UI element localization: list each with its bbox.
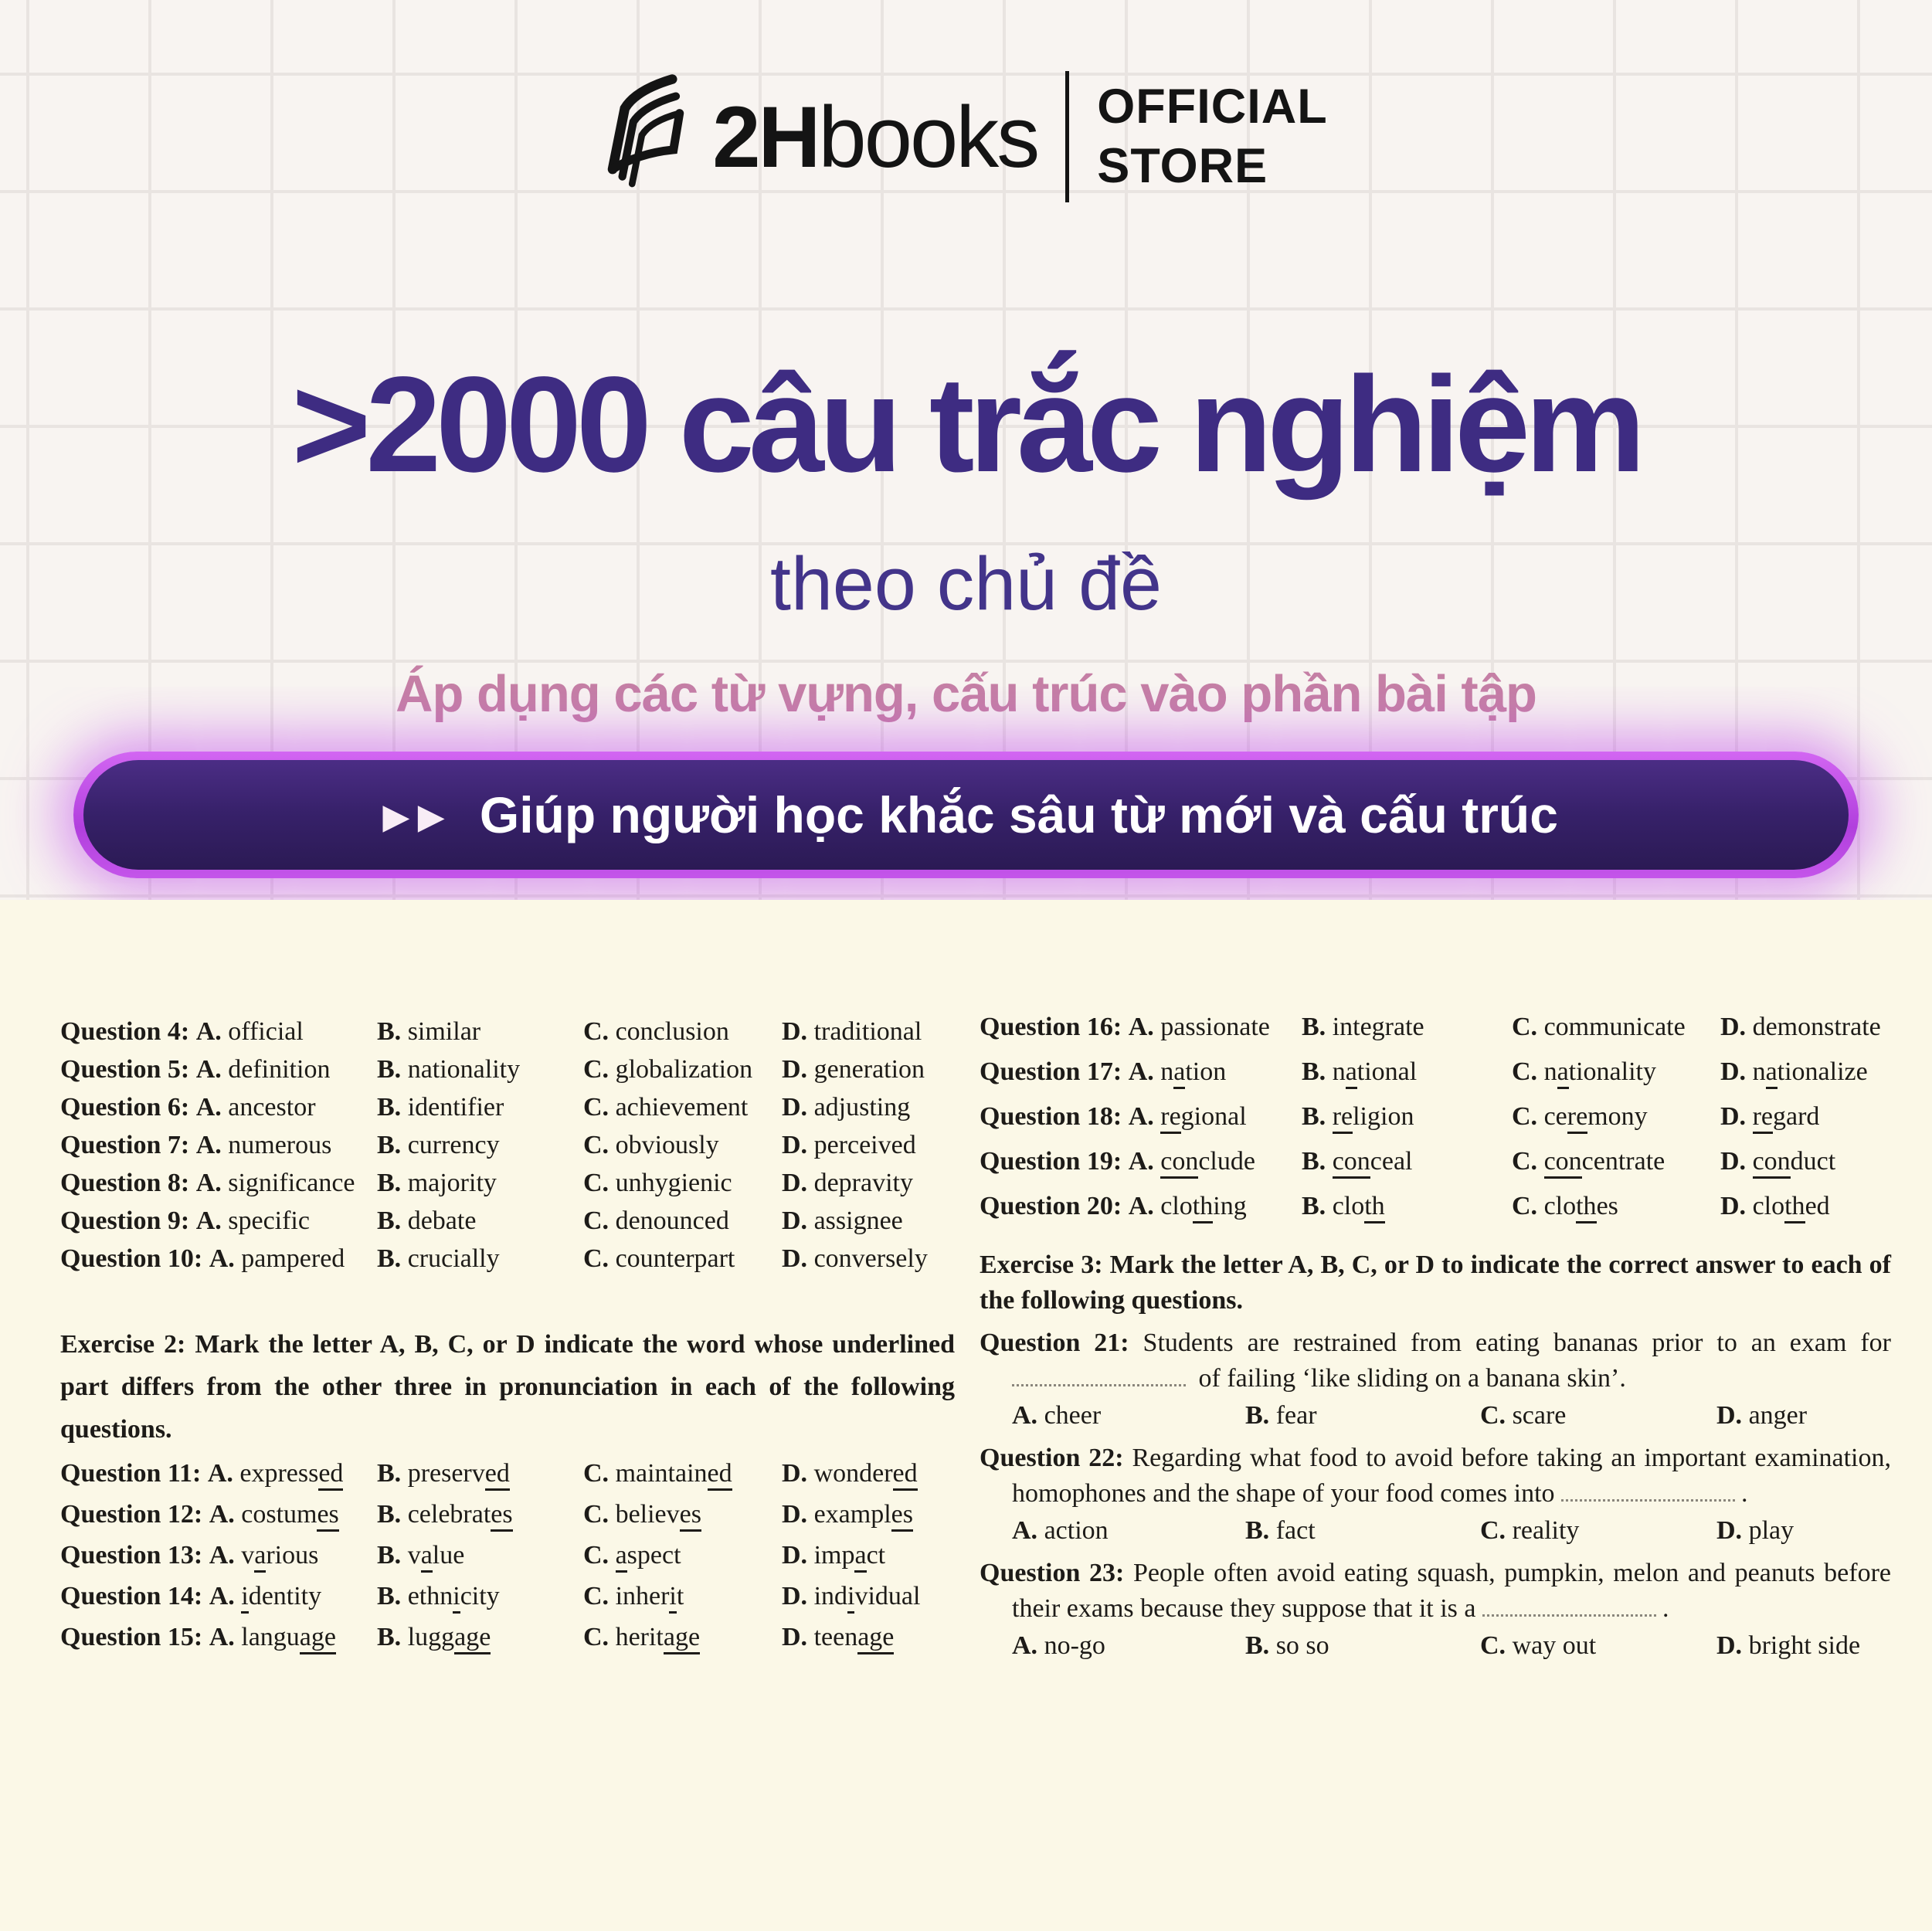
fill-question (980, 1325, 1891, 1434)
right-top-questions (980, 1005, 1891, 1229)
underlined-part: a (1557, 1057, 1569, 1089)
answer-option: C. nationality (1512, 1050, 1720, 1094)
underlined-part: th (1193, 1192, 1213, 1223)
option-letter: A. (1128, 1102, 1154, 1131)
underlined-part: re (1567, 1102, 1587, 1134)
question-label: Question 7: (60, 1131, 190, 1159)
question-label: Question 22: (980, 1444, 1124, 1472)
question-row (60, 1164, 955, 1202)
underlined-part: a (1346, 1057, 1357, 1089)
answer-option: C. clothes (1512, 1184, 1720, 1229)
question-row (980, 1050, 1891, 1094)
answer-option: D. assignee (782, 1206, 903, 1235)
answer-option: B. religion (1302, 1094, 1512, 1139)
answer-option: D. depravity (782, 1169, 913, 1197)
question-label: Question 14: (60, 1582, 203, 1610)
answer-option: A. cheer (1012, 1401, 1102, 1430)
tagline: Áp dụng các từ vựng, cấu trúc vào phần bài tập (396, 665, 1536, 723)
answer-option: D. clothed (1720, 1184, 1891, 1229)
underlined-part: con (1333, 1147, 1370, 1179)
question-row (60, 1050, 955, 1088)
right-column (980, 1005, 1891, 1664)
answer-option: A. action (1012, 1516, 1109, 1545)
option-letter: D. (1720, 1057, 1747, 1086)
answer-option: C. concentrate (1512, 1139, 1720, 1184)
option-letter: B. (377, 1093, 402, 1122)
option-letter: B. (1245, 1401, 1270, 1430)
underlined-part: ed (485, 1459, 510, 1491)
store-label (1097, 77, 1327, 196)
brand-light: books (818, 88, 1038, 185)
answer-option: B. fear (1245, 1401, 1317, 1430)
option-letter: B. (377, 1500, 402, 1529)
underlined-part: re (1333, 1102, 1353, 1134)
option-letter: D. (782, 1459, 808, 1488)
option-letter: C. (583, 1055, 609, 1084)
answer-blank (1561, 1478, 1735, 1502)
answer-option: D. bright side (1716, 1631, 1861, 1660)
underlined-part: i (847, 1582, 854, 1614)
underlined-part: th (1784, 1192, 1805, 1223)
answer-option: D. conduct (1720, 1139, 1891, 1184)
option-letter: C. (583, 1623, 609, 1651)
underlined-part: a (1766, 1057, 1778, 1089)
answer-option: D. conversely (782, 1244, 928, 1273)
underlined-part: age (454, 1623, 491, 1654)
answer-option: Question 17: A. nation (980, 1050, 1302, 1094)
options-row (980, 1628, 1891, 1664)
option-letter: A. (209, 1623, 235, 1651)
question-label: Question 12: (60, 1500, 203, 1529)
answer-option: Question 9: A. specific (60, 1206, 310, 1235)
question-label: Question 20: (980, 1192, 1122, 1220)
option-letter: D. (782, 1541, 808, 1570)
answer-option: C. reality (1480, 1516, 1580, 1545)
store-line2: STORE (1097, 139, 1268, 193)
book-logo-icon (604, 72, 684, 202)
answer-option: B. crucially (377, 1244, 500, 1273)
underlined-part: es (491, 1500, 512, 1532)
answer-option: B. integrate (1302, 1013, 1424, 1041)
question-row (60, 1240, 955, 1278)
answer-option: C. maintained (583, 1453, 782, 1494)
question-label: Question 13: (60, 1541, 203, 1570)
answer-option: C. counterpart (583, 1244, 735, 1273)
answer-option: C. unhygienic (583, 1169, 732, 1197)
answer-option: C. obviously (583, 1131, 719, 1159)
underlined-part: ed (893, 1459, 918, 1491)
answer-option: B. similar (377, 1017, 481, 1046)
answer-option: C. conclusion (583, 1017, 729, 1046)
underlined-part: th (1364, 1192, 1384, 1223)
underlined-part: con (1544, 1147, 1582, 1179)
answer-option: D. anger (1716, 1401, 1808, 1430)
answer-option: Question 12: A. costumes (60, 1494, 377, 1535)
underlined-part: a (854, 1541, 866, 1573)
answer-option: Question 11: A. expressed (60, 1453, 377, 1494)
logo-divider (1065, 71, 1069, 202)
option-letter: C. (1480, 1401, 1506, 1430)
option-letter: D. (1716, 1516, 1743, 1545)
underlined-part: ed (708, 1459, 732, 1491)
answer-option: C. globalization (583, 1055, 753, 1084)
answer-option: B. majority (377, 1169, 497, 1197)
document (0, 900, 1932, 1931)
answer-option: Question 8: A. significance (60, 1169, 355, 1197)
option-letter: A. (1012, 1631, 1038, 1660)
answer-option: B. celebrates (377, 1494, 583, 1535)
answer-option: B. ethnicity (377, 1576, 583, 1617)
underlined-part: con (1160, 1147, 1198, 1179)
option-letter: B. (377, 1459, 402, 1488)
underlined-part: i (669, 1582, 676, 1614)
underlined-part: ed (318, 1459, 343, 1491)
option-letter: D. (1720, 1013, 1747, 1041)
option-letter: C. (1512, 1013, 1538, 1041)
question-row (60, 1617, 955, 1658)
exercise2-heading: Exercise 2: Mark the letter A, B, C, or D indicate the word whose underlined part differs from the other three in pronunciation in each of the following questions. (60, 1330, 955, 1444)
answer-option: Question 5: A. definition (60, 1055, 331, 1084)
answer-option: B. debate (377, 1206, 477, 1235)
option-letter: C. (583, 1206, 609, 1235)
option-letter: B. (377, 1206, 402, 1235)
option-letter: D. (1720, 1102, 1747, 1131)
underlined-part: es (317, 1500, 338, 1532)
answer-option: Question 20: A. clothing (980, 1184, 1302, 1229)
option-letter: D. (782, 1623, 808, 1651)
option-letter: B. (1245, 1631, 1270, 1660)
question-label: Question 21: (980, 1329, 1129, 1357)
option-letter: A. (1128, 1057, 1154, 1086)
option-letter: A. (195, 1093, 222, 1122)
option-letter: D. (782, 1244, 808, 1273)
answer-option: Question 19: A. conclude (980, 1139, 1302, 1184)
option-letter: D. (1720, 1192, 1747, 1220)
underlined-part: es (680, 1500, 701, 1532)
option-letter: A. (209, 1244, 235, 1273)
option-letter: A. (209, 1541, 235, 1570)
answer-option: C. communicate (1512, 1013, 1686, 1041)
answer-option: D. teenage (782, 1617, 955, 1658)
underlined-part: a (616, 1541, 627, 1573)
option-letter: D. (1716, 1631, 1743, 1660)
answer-option: C. denounced (583, 1206, 729, 1235)
question-row (980, 1139, 1891, 1184)
question-label: Question 10: (60, 1244, 203, 1273)
option-letter: A. (1012, 1401, 1038, 1430)
answer-option: B. currency (377, 1131, 500, 1159)
question-label: Question 23: (980, 1559, 1125, 1587)
option-letter: A. (209, 1500, 235, 1529)
answer-option: D. generation (782, 1055, 925, 1084)
option-letter: D. (782, 1500, 808, 1529)
promo-banner (73, 752, 1859, 878)
answer-option: B. preserved (377, 1453, 583, 1494)
fill-question (980, 1441, 1891, 1549)
question-label: Question 17: (980, 1057, 1122, 1086)
option-letter: C. (1512, 1192, 1538, 1220)
left-column (60, 1013, 955, 1658)
option-letter: A. (195, 1206, 222, 1235)
option-letter: D. (1720, 1147, 1747, 1176)
option-letter: B. (377, 1541, 402, 1570)
underlined-part: re (1160, 1102, 1180, 1134)
answer-option: Question 18: A. regional (980, 1094, 1302, 1139)
options-row (980, 1513, 1891, 1549)
answer-option: D. nationalize (1720, 1050, 1891, 1094)
option-letter: A. (195, 1131, 222, 1159)
answer-blank (1012, 1363, 1186, 1386)
underlined-part: con (1753, 1147, 1791, 1179)
question-label: Question 9: (60, 1206, 190, 1235)
question-label: Question 15: (60, 1623, 203, 1651)
answer-option: D. demonstrate (1720, 1013, 1881, 1041)
answer-option: Question 16: A. passionate (980, 1013, 1270, 1041)
right-fill-questions (980, 1325, 1891, 1664)
answer-option: C. inherit (583, 1576, 782, 1617)
option-letter: B. (377, 1623, 402, 1651)
answer-option: C. way out (1480, 1631, 1597, 1660)
option-letter: A. (1128, 1192, 1154, 1220)
brand-text (712, 87, 1037, 187)
page-subtitle: theo chủ đề (770, 541, 1162, 626)
option-letter: B. (377, 1055, 402, 1084)
option-letter: C. (1480, 1631, 1506, 1660)
question-row (60, 1126, 955, 1164)
answer-option: B. value (377, 1535, 583, 1576)
question-stem: Question 23: People often avoid eating squash, pumpkin, melon and peanuts before their exams because they suppose that it is a . (980, 1559, 1891, 1623)
option-letter: D. (782, 1055, 808, 1084)
answer-option: C. aspect (583, 1535, 782, 1576)
option-letter: D. (782, 1582, 808, 1610)
answer-option: B. luggage (377, 1617, 583, 1658)
option-letter: B. (1302, 1013, 1326, 1041)
underlined-part: age (857, 1623, 894, 1654)
answer-option: C. heritage (583, 1617, 782, 1658)
option-letter: B. (377, 1244, 402, 1273)
option-letter: C. (583, 1244, 609, 1273)
promo-banner-inner (83, 760, 1849, 870)
question-label: Question 4: (60, 1017, 190, 1046)
option-letter: C. (1480, 1516, 1506, 1545)
option-letter: A. (1128, 1147, 1154, 1176)
answer-option: Question 6: A. ancestor (60, 1093, 316, 1122)
answer-option: D. traditional (782, 1017, 922, 1046)
option-letter: B. (377, 1017, 402, 1046)
option-letter: A. (207, 1459, 233, 1488)
question-label: Question 8: (60, 1169, 190, 1197)
answer-option: B. conceal (1302, 1139, 1512, 1184)
option-letter: C. (583, 1500, 609, 1529)
option-letter: A. (195, 1017, 222, 1046)
underlined-part: a (421, 1541, 433, 1573)
option-letter: A. (1012, 1516, 1038, 1545)
answer-option: Question 10: A. pampered (60, 1244, 345, 1273)
option-letter: C. (583, 1541, 609, 1570)
underlined-part: age (664, 1623, 700, 1654)
option-letter: C. (583, 1093, 609, 1122)
option-letter: B. (377, 1169, 402, 1197)
underlined-part: es (891, 1500, 913, 1532)
question-label: Question 6: (60, 1093, 190, 1122)
answer-option: Question 13: A. various (60, 1535, 377, 1576)
underlined-part: i (241, 1582, 248, 1614)
answer-option: D. regard (1720, 1094, 1891, 1139)
answer-option: D. examples (782, 1494, 955, 1535)
underlined-part: age (300, 1623, 336, 1654)
option-letter: D. (782, 1169, 808, 1197)
question-stem: Question 22: Regarding what food to avoid before taking an important examination, homophones and the shape of your food comes into . (980, 1444, 1891, 1508)
option-letter: D. (782, 1131, 808, 1159)
option-letter: B. (377, 1131, 402, 1159)
option-letter: C. (583, 1131, 609, 1159)
underlined-part: re (1753, 1102, 1773, 1134)
top-promo-section (0, 0, 1932, 900)
exercise3-heading: Exercise 3: Mark the letter A, B, C, or D to indicate the correct answer to each of the following questions. (980, 1251, 1891, 1315)
option-letter: B. (1245, 1516, 1270, 1545)
answer-option: D. adjusting (782, 1093, 911, 1122)
answer-option: A. no-go (1012, 1631, 1105, 1660)
fill-question (980, 1556, 1891, 1664)
answer-option: Question 15: A. language (60, 1617, 377, 1658)
answer-option: Question 4: A. official (60, 1017, 304, 1046)
underlined-part: a (254, 1541, 266, 1573)
answer-option: Question 14: A. identity (60, 1576, 377, 1617)
question-row (60, 1453, 955, 1494)
option-letter: C. (1512, 1102, 1538, 1131)
left-pronunciation-questions (60, 1453, 955, 1658)
option-letter: B. (1302, 1192, 1326, 1220)
answer-option: B. nationality (377, 1055, 521, 1084)
option-letter: B. (1302, 1147, 1326, 1176)
answer-option: Question 7: A. numerous (60, 1131, 332, 1159)
page-title: >2000 câu trắc nghiệm (291, 349, 1641, 501)
answer-option: D. impact (782, 1535, 955, 1576)
option-letter: C. (1512, 1057, 1538, 1086)
question-label: Question 16: (980, 1013, 1122, 1041)
question-label: Question 5: (60, 1055, 190, 1084)
question-label: Question 11: (60, 1459, 202, 1488)
answer-option: C. ceremony (1512, 1094, 1720, 1139)
option-letter: B. (377, 1582, 402, 1610)
option-letter: C. (583, 1582, 609, 1610)
underlined-part: a (1173, 1057, 1185, 1089)
option-letter: D. (782, 1017, 808, 1046)
option-letter: C. (583, 1017, 609, 1046)
answer-option: D. individual (782, 1576, 955, 1617)
answer-option: B. identifier (377, 1093, 504, 1122)
question-row (60, 1576, 955, 1617)
underlined-part: i (453, 1582, 460, 1614)
question-label: Question 18: (980, 1102, 1122, 1131)
logo (0, 0, 1932, 202)
question-stem: Question 21: Students are restrained from eating bananas prior to an exam for of failing ‘like sliding on a banana skin’. (980, 1329, 1891, 1393)
option-letter: C. (583, 1459, 609, 1488)
question-row (60, 1013, 955, 1050)
answer-option: C. scare (1480, 1401, 1567, 1430)
question-row (980, 1005, 1891, 1050)
option-letter: D. (782, 1093, 808, 1122)
answer-option: D. perceived (782, 1131, 916, 1159)
brand-bold: 2H (712, 88, 819, 185)
answer-option: D. play (1716, 1516, 1794, 1545)
question-row (980, 1094, 1891, 1139)
answer-option: C. believes (583, 1494, 782, 1535)
answer-option: B. so so (1245, 1631, 1329, 1660)
option-letter: A. (195, 1055, 222, 1084)
question-label: Question 19: (980, 1147, 1122, 1176)
answer-option: C. achievement (583, 1093, 749, 1122)
left-top-questions (60, 1013, 955, 1278)
question-row (980, 1184, 1891, 1229)
option-letter: A. (1128, 1013, 1154, 1041)
option-letter: C. (1512, 1147, 1538, 1176)
option-letter: A. (209, 1582, 235, 1610)
option-letter: D. (1716, 1401, 1743, 1430)
store-line1: OFFICIAL (1097, 80, 1328, 134)
options-row (980, 1398, 1891, 1434)
answer-option: B. national (1302, 1050, 1512, 1094)
underlined-part: th (1576, 1192, 1596, 1223)
answer-option: B. fact (1245, 1516, 1316, 1545)
question-row (60, 1535, 955, 1576)
question-row (60, 1494, 955, 1535)
option-letter: B. (1302, 1102, 1326, 1131)
option-letter: D. (782, 1206, 808, 1235)
banner-text: Giúp người học khắc sâu từ mới và cấu trúc (479, 786, 1558, 843)
answer-option: B. cloth (1302, 1184, 1512, 1229)
question-row (60, 1202, 955, 1240)
option-letter: C. (583, 1169, 609, 1197)
option-letter: B. (1302, 1057, 1326, 1086)
option-letter: A. (195, 1169, 222, 1197)
question-row (60, 1088, 955, 1126)
answer-option: D. wondered (782, 1453, 955, 1494)
answer-blank (1482, 1593, 1656, 1617)
double-arrow-icon: ►► (374, 791, 444, 842)
